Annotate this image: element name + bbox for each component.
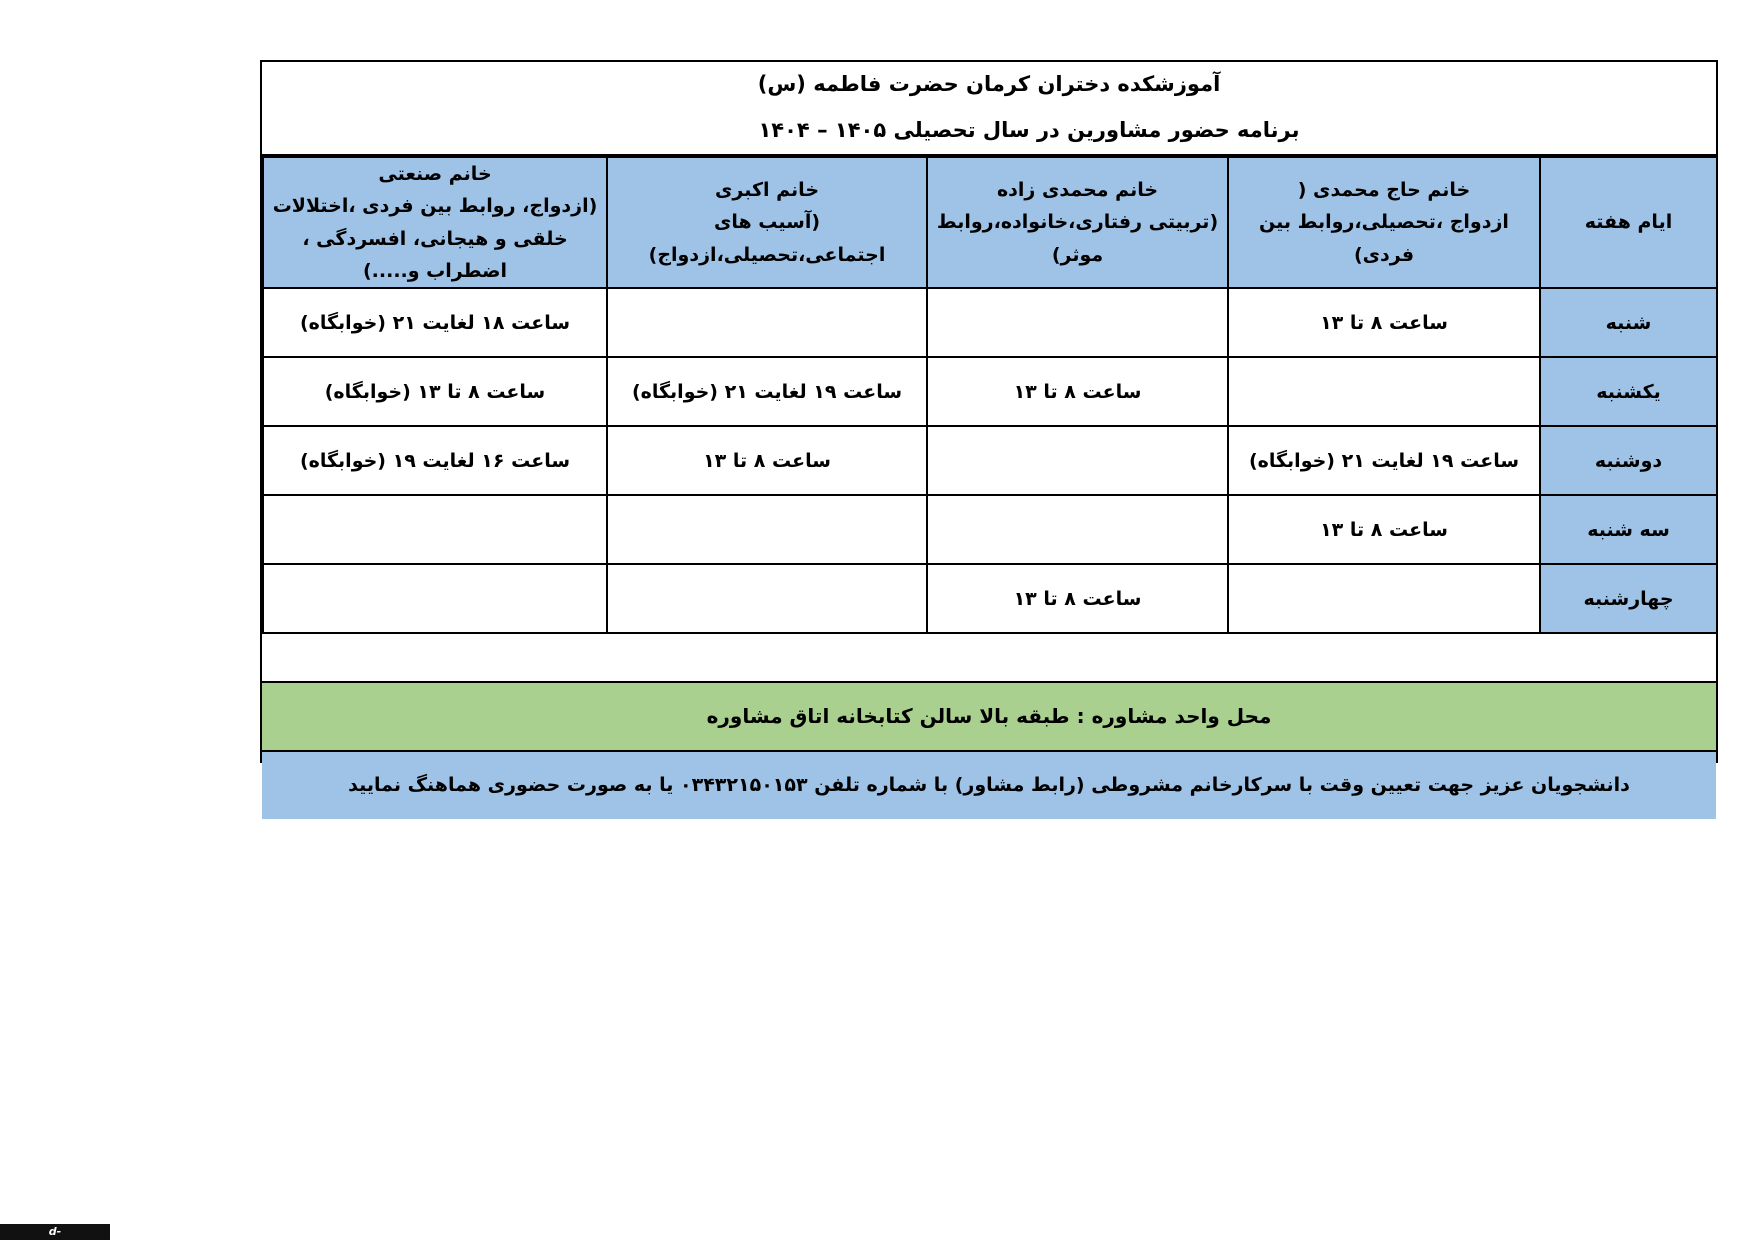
day-cell: یکشنبه bbox=[1540, 357, 1717, 426]
table-row bbox=[263, 426, 1717, 495]
schedule-cell: ساعت ۱۶ لغایت ۱۹ (خوابگاه) bbox=[263, 426, 607, 495]
schedule-cell bbox=[263, 495, 607, 564]
schedule-cell bbox=[263, 564, 607, 633]
day-cell: شنبه bbox=[1540, 288, 1717, 357]
contact-note: دانشجویان عزیز جهت تعیین وقت با سرکارخانم مشروطی (رابط مشاور) با شماره تلفن ۰۳۴۳۲۱۵۰۱۵۳ یا به صورت حضوری هماهنگ نمایید bbox=[262, 750, 1716, 819]
counselor-specialty: ازدواج ،تحصیلی،روابط بین فردی) bbox=[1259, 211, 1509, 266]
location-note: محل واحد مشاوره : طبقه بالا سالن کتابخانه اتاق مشاوره bbox=[262, 681, 1716, 750]
schedule-cell: ساعت ۱۹ لغایت ۲۱ (خوابگاه) bbox=[1228, 426, 1540, 495]
schedule-table bbox=[262, 156, 1718, 634]
schedule-cell bbox=[927, 288, 1228, 357]
schedule-sheet bbox=[260, 60, 1718, 796]
schedule-cell bbox=[1228, 564, 1540, 633]
table-row bbox=[263, 288, 1717, 357]
day-cell: چهارشنبه bbox=[1540, 564, 1717, 633]
schedule-cell bbox=[607, 495, 927, 564]
counselor-name: خانم صنعتی bbox=[378, 163, 492, 185]
schedule-cell: ساعت ۸ تا ۱۳ (خوابگاه) bbox=[263, 357, 607, 426]
counselor-header bbox=[927, 157, 1228, 288]
counselor-name: خانم حاج محمدی ( bbox=[1297, 179, 1471, 202]
counselor-name: خانم اکبری bbox=[714, 179, 820, 202]
counselor-header bbox=[607, 157, 927, 288]
institution-title: آموزشکده دختران کرمان حضرت فاطمه (س) bbox=[757, 72, 1221, 96]
counselor-name: خانم محمدی زاده bbox=[996, 179, 1159, 202]
table-row bbox=[263, 495, 1717, 564]
schedule-cell bbox=[927, 426, 1228, 495]
schedule-cell bbox=[1228, 357, 1540, 426]
days-header: ایام هفته bbox=[1540, 157, 1717, 288]
schedule-cell bbox=[607, 288, 927, 357]
day-cell: سه شنبه bbox=[1540, 495, 1717, 564]
schedule-cell: ساعت ۸ تا ۱۳ bbox=[927, 357, 1228, 426]
site-watermark: d-kerman.tvu.ac.ir bbox=[0, 1224, 110, 1240]
schedule-cell: ساعت ۸ تا ۱۳ bbox=[607, 426, 927, 495]
header-row bbox=[263, 157, 1717, 288]
schedule-cell: ساعت ۸ تا ۱۳ bbox=[927, 564, 1228, 633]
schedule-cell: ساعت ۱۹ لغایت ۲۱ (خوابگاه) bbox=[607, 357, 927, 426]
schedule-cell bbox=[927, 495, 1228, 564]
schedule-cell: ساعت ۸ تا ۱۳ bbox=[1228, 288, 1540, 357]
table-row bbox=[263, 564, 1717, 633]
schedule-cell: ساعت ۸ تا ۱۳ bbox=[1228, 495, 1540, 564]
schedule-cell: ساعت ۱۸ لغایت ۲۱ (خوابگاه) bbox=[263, 288, 607, 357]
schedule-cell bbox=[607, 564, 927, 633]
schedule-title: برنامه حضور مشاورین در سال تحصیلی ۱۴۰۵ – ۱۴۰۴ bbox=[758, 118, 1300, 142]
counselor-specialty: (آسیب های اجتماعی،تحصیلی،ازدواج) bbox=[648, 211, 886, 266]
counselor-header bbox=[263, 157, 607, 288]
title-block bbox=[262, 62, 1716, 156]
table-row bbox=[263, 357, 1717, 426]
counselor-specialty: (تربیتی رفتاری،خانواده،روابط موثر) bbox=[936, 211, 1219, 266]
day-cell: دوشنبه bbox=[1540, 426, 1717, 495]
counselor-header bbox=[1228, 157, 1540, 288]
counselor-specialty: (ازدواج، روابط بین فردی ،اختلالات خلقی و هیجانی، افسردگی ، اضطراب و.....) bbox=[272, 195, 598, 282]
